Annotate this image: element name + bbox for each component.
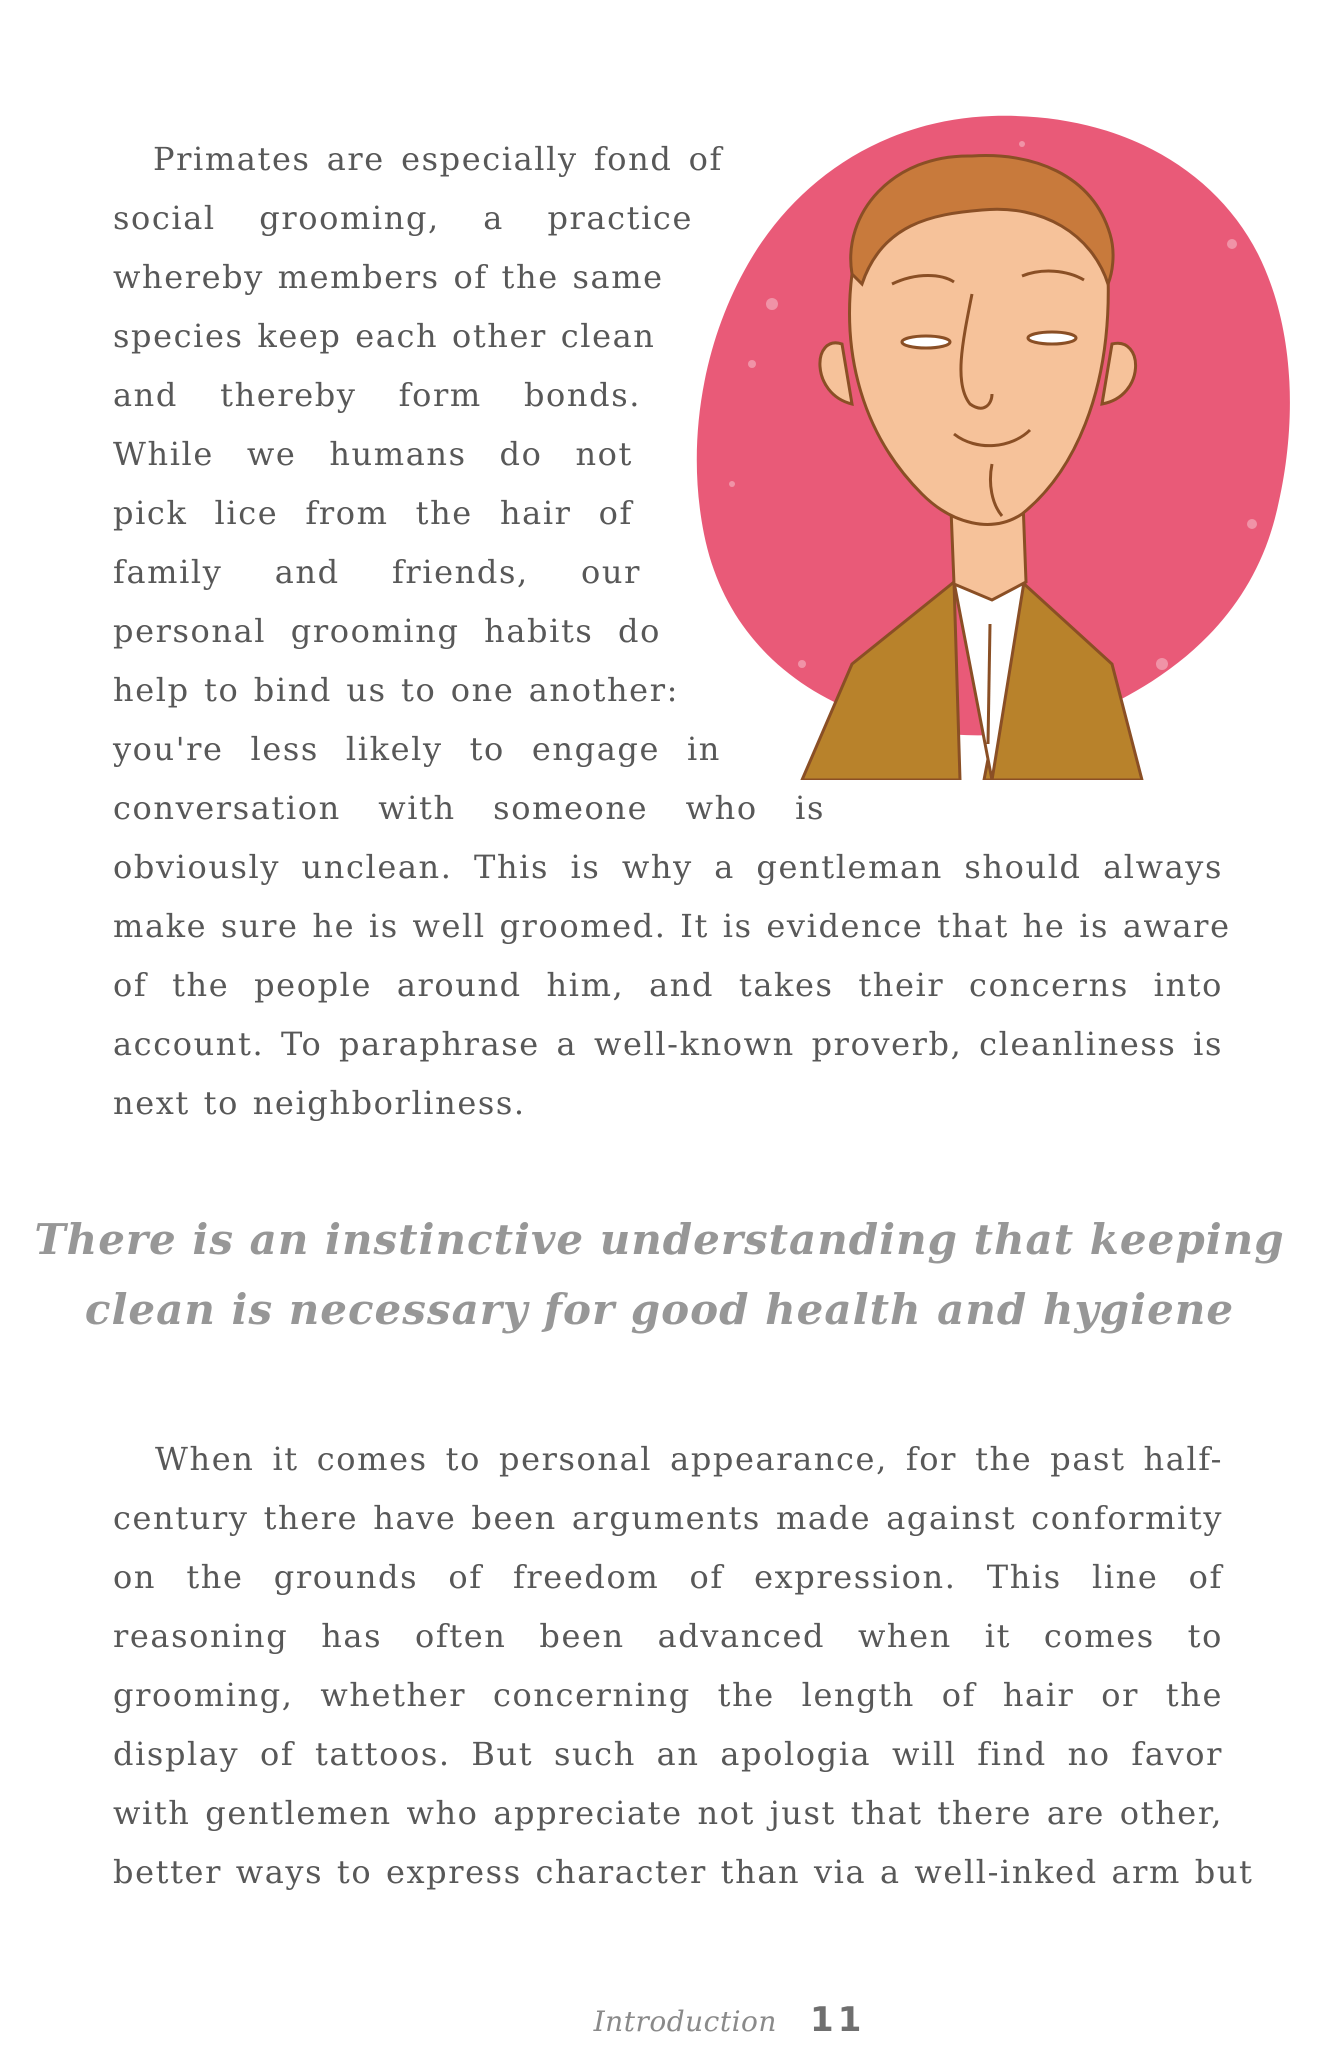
text-line: grooming, whether concerning the length of hair or the [113, 1676, 1223, 1714]
text-line: When it comes to personal appearance, for the past half- [155, 1440, 1223, 1478]
text-line: whereby members of the same [113, 258, 664, 296]
gentleman-portrait-icon [692, 104, 1294, 780]
text-line: Primates are especially fond of [153, 140, 723, 178]
pull-quote-line: There is an instinctive understanding that keeping [34, 1215, 1285, 1264]
text-line: reasoning has often been advanced when it comes to [113, 1617, 1223, 1655]
text-line: account. To paraphrase a well-known proverb, cleanliness is [113, 1025, 1223, 1063]
gentleman-illustration [692, 104, 1294, 780]
text-line: next to neighborliness. [113, 1084, 526, 1122]
text-line: better ways to express character than via a well-inked arm but [113, 1853, 1254, 1891]
text-line: obviously unclean. This is why a gentleman should always [113, 848, 1223, 886]
page-number: 11 [810, 2000, 866, 2040]
text-line: on the grounds of freedom of expression. This line of [113, 1558, 1223, 1596]
text-line: with gentlemen who appreciate not just that there are other, [113, 1794, 1223, 1832]
text-line: make sure he is well groomed. It is evidence that he is aware [113, 907, 1231, 945]
text-line: century there have been arguments made against conformity [113, 1499, 1223, 1537]
text-line: personal grooming habits do [113, 612, 661, 650]
text-line: family and friends, our [113, 553, 641, 591]
text-line: While we humans do not [113, 435, 633, 473]
text-line: species keep each other clean [113, 317, 656, 355]
text-line: display of tattoos. But such an apologia will find no favor [113, 1735, 1223, 1773]
pull-quote-line: clean is necessary for good health and hygiene [84, 1285, 1235, 1334]
footer-section-title: Introduction [593, 2005, 777, 2038]
text-line: conversation with someone who is [113, 789, 825, 827]
text-line: social grooming, a practice [113, 199, 693, 237]
text-line: you're less likely to engage in [113, 730, 721, 768]
text-line: pick lice from the hair of [113, 494, 633, 532]
text-line: help to bind us to one another: [113, 671, 679, 709]
page-footer [0, 2000, 1319, 2044]
text-line: and thereby form bonds. [113, 376, 641, 414]
text-line: of the people around him, and takes their concerns into [113, 966, 1223, 1004]
